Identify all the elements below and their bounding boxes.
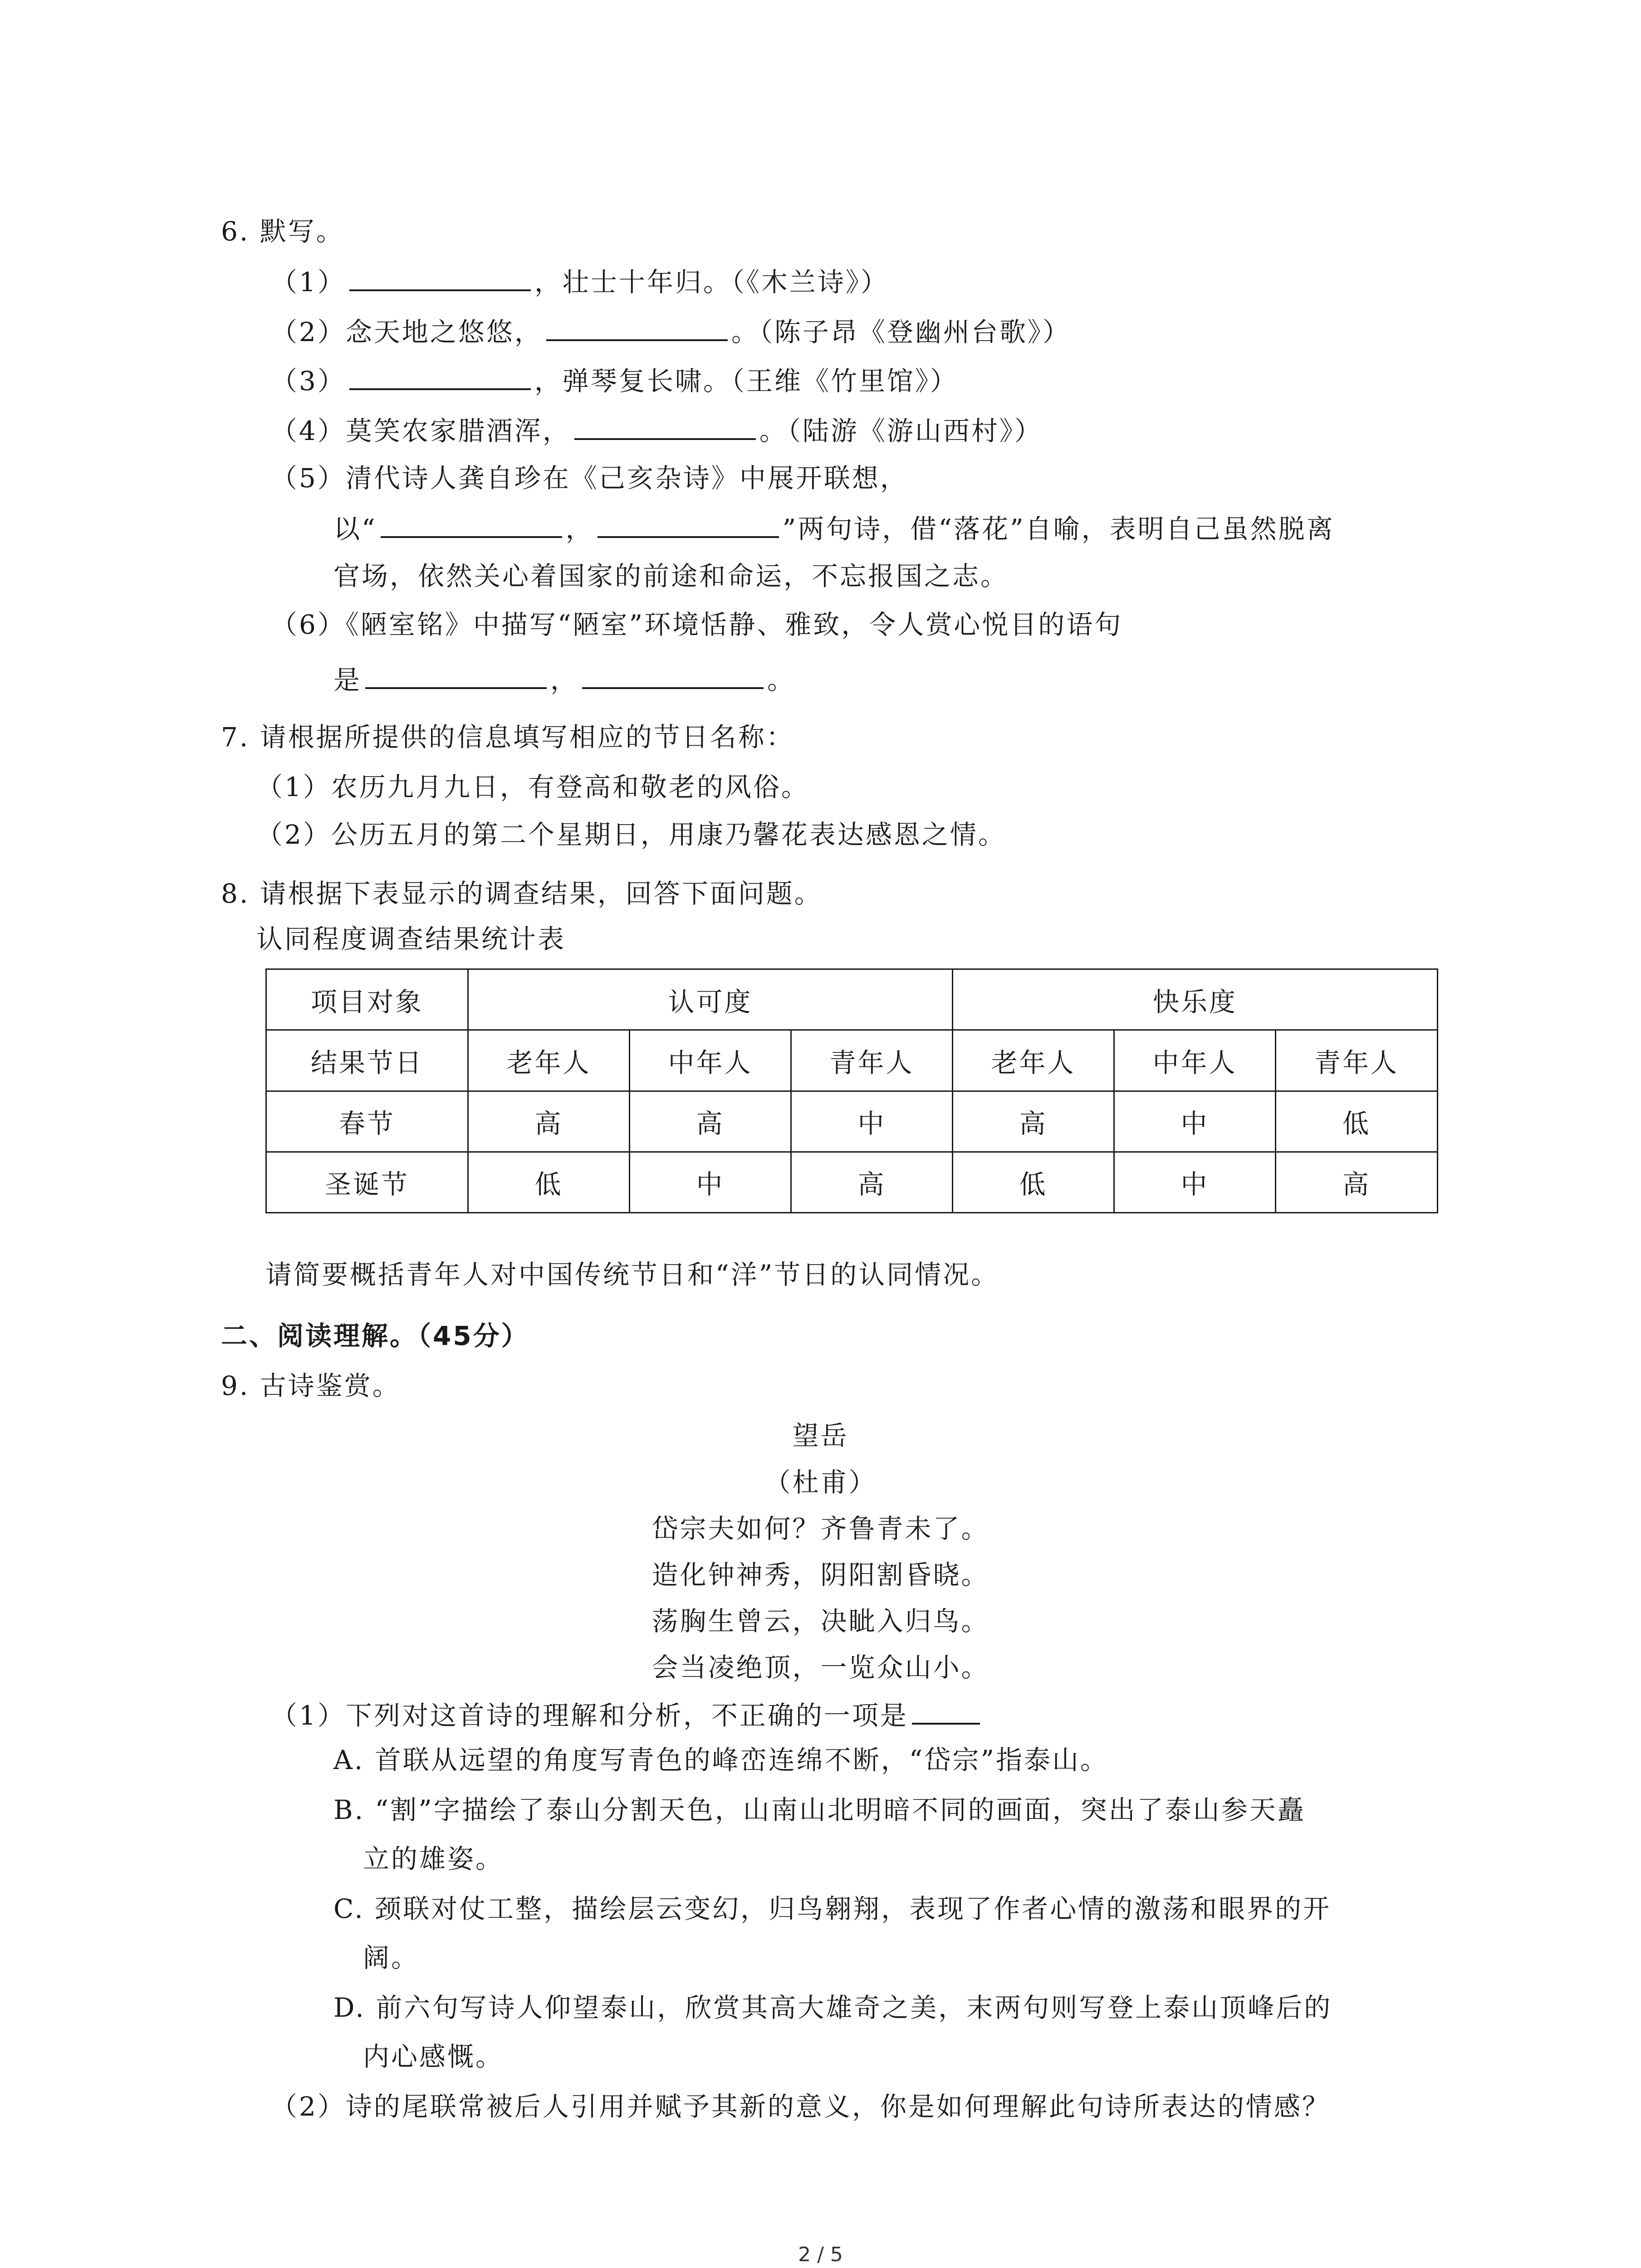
item-text: 《陋室铭》中描写“陋室”环境恬静、雅致，令人赏心悦目的语句 <box>345 609 1123 640</box>
option-c-line-2: 阔。 <box>363 1942 420 1973</box>
item-text: ，弹琴复长啸。（王维《竹里馆》） <box>534 366 958 396</box>
answer-blank[interactable] <box>349 361 531 390</box>
table-header: 青年人 <box>1276 1030 1438 1091</box>
answer-blank[interactable] <box>582 660 764 689</box>
table-cell: 低 <box>953 1152 1114 1212</box>
table-cell: 中 <box>1114 1152 1276 1212</box>
item-text: ”两句诗，借“落花”自喻，表明自己虽然脱离 <box>782 513 1335 544</box>
table-row <box>266 1030 1438 1091</box>
item-text: ，壮士十年归。（《木兰诗》） <box>534 267 889 298</box>
option-d-line-2: 内心感慨。 <box>363 2041 504 2072</box>
page-number: 2 / 5 <box>798 2243 843 2266</box>
item-number: （6） <box>271 609 346 640</box>
poem-author: （杜甫） <box>764 1467 877 1498</box>
q7-item-1: （1）农历九月九日，有登高和敬老的风俗。 <box>256 772 809 802</box>
q6-item-5-line-3: 官场，依然关心着国家的前途和命运，不忘报国之志。 <box>333 561 1009 591</box>
table-header: 结果节日 <box>266 1030 468 1091</box>
table-header: 老年人 <box>953 1030 1114 1091</box>
poem-title: 望岳 <box>792 1420 849 1451</box>
q9-title: 9. 古诗鉴赏。 <box>221 1370 401 1401</box>
answer-blank[interactable] <box>574 411 756 440</box>
answer-blank[interactable] <box>912 1696 980 1725</box>
item-text: 清代诗人龚自珍在《己亥杂诗》中展开联想， <box>345 463 908 494</box>
table-header: 快乐度 <box>953 969 1438 1030</box>
item-number: （5） <box>271 463 346 494</box>
q6-item-6-line-1 <box>271 606 1122 643</box>
table-cell: 高 <box>791 1152 953 1212</box>
option-b-line-2: 立的雄姿。 <box>363 1843 504 1874</box>
item-number: （3） <box>271 366 346 396</box>
table-header: 老年人 <box>468 1030 630 1091</box>
table-cell: 高 <box>630 1091 791 1152</box>
poem-line: 会当凌绝顶，一览众山小。 <box>652 1652 989 1683</box>
q8-question: 请简要概括青年人对中国传统节日和“洋”节日的认同情况。 <box>265 1259 999 1290</box>
table-cell: 圣诞节 <box>266 1152 468 1212</box>
item-number: （1） <box>271 267 346 298</box>
survey-table <box>265 968 1438 1213</box>
item-text: （1）下列对这首诗的理解和分析，不正确的一项是 <box>271 1700 908 1731</box>
item-text: ， <box>550 665 579 695</box>
table-row <box>266 969 1438 1030</box>
item-text: 。 <box>767 665 796 695</box>
q7-item-2: （2）公历五月的第二个星期日，用康乃馨花表达感恩之情。 <box>256 819 1006 850</box>
table-header: 青年人 <box>791 1030 953 1091</box>
answer-blank[interactable] <box>365 660 547 689</box>
option-b-line-1: B. “割”字描绘了泰山分割天色，山南山北明暗不同的画面，突出了泰山参天矗 <box>333 1794 1306 1825</box>
q7-title: 7. 请根据所提供的信息填写相应的节日名称： <box>221 722 794 753</box>
answer-blank[interactable] <box>349 262 531 291</box>
item-number: （4） <box>271 415 346 446</box>
table-cell: 低 <box>1276 1091 1438 1152</box>
answer-blank[interactable] <box>598 509 779 538</box>
item-text: 。（陈子昂《登幽州台歌》） <box>731 317 1071 347</box>
section-heading: 二、阅读理解。（45分） <box>221 1320 529 1351</box>
table-title: 认同程度调查结果统计表 <box>256 924 566 954</box>
option-c-line-1: C. 颈联对仗工整，描绘层云变幻，归鸟翱翔，表现了作者心情的激荡和眼界的开 <box>333 1893 1332 1924</box>
q9-sub-question-1 <box>271 1696 984 1734</box>
table-cell: 高 <box>953 1091 1114 1152</box>
table-header: 中年人 <box>630 1030 791 1091</box>
q6-item-5-line-2 <box>333 509 1335 547</box>
table-cell: 中 <box>791 1091 953 1152</box>
item-text: ， <box>565 513 594 544</box>
item-number: （2） <box>271 317 346 347</box>
q6-item-1 <box>271 262 889 300</box>
item-text: 莫笑农家腊酒浑， <box>345 415 571 446</box>
item-text: 是 <box>333 665 362 695</box>
q6-item-5-line-1 <box>271 460 908 496</box>
item-text: 以“ <box>333 513 377 544</box>
poem-line: 造化钟神秀，阴阳割昏晓。 <box>652 1559 989 1590</box>
table-cell: 高 <box>468 1091 630 1152</box>
table-header: 认可度 <box>468 969 953 1030</box>
option-a: A. 首联从远望的角度写青色的峰峦连绵不断，“岱宗”指泰山。 <box>333 1745 1109 1775</box>
table-cell: 高 <box>1276 1152 1438 1212</box>
table-cell: 中 <box>1114 1091 1276 1152</box>
q6-item-4 <box>271 411 1043 449</box>
table-header: 中年人 <box>1114 1030 1276 1091</box>
table-cell: 中 <box>630 1152 791 1212</box>
q6-item-3 <box>271 361 958 399</box>
item-text: 念天地之悠悠， <box>345 317 543 347</box>
table-cell: 低 <box>468 1152 630 1212</box>
q6-item-6-line-2 <box>333 660 795 698</box>
poem-line: 荡胸生曾云，决眦入归鸟。 <box>652 1606 989 1637</box>
table-row <box>266 1091 1438 1152</box>
q9-sub-question-2: （2）诗的尾联常被后人引用并赋予其新的意义，你是如何理解此句诗所表达的情感？ <box>271 2091 1330 2122</box>
answer-blank[interactable] <box>546 312 728 341</box>
table-row <box>266 1152 1438 1212</box>
table-cell: 春节 <box>266 1091 468 1152</box>
option-d-line-1: D. 前六句写诗人仰望泰山，欣赏其高大雄奇之美，末两句则写登上泰山顶峰后的 <box>333 1992 1332 2023</box>
answer-blank[interactable] <box>381 509 562 538</box>
q8-title: 8. 请根据下表显示的调查结果，回答下面问题。 <box>221 878 823 909</box>
poem-line: 岱宗夫如何？齐鲁青未了。 <box>652 1513 989 1544</box>
item-text: 。（陆游《游山西村》） <box>759 415 1043 446</box>
q6-title: 6. 默写。 <box>221 216 344 247</box>
q6-item-2 <box>271 312 1071 350</box>
table-header: 项目对象 <box>266 969 468 1030</box>
